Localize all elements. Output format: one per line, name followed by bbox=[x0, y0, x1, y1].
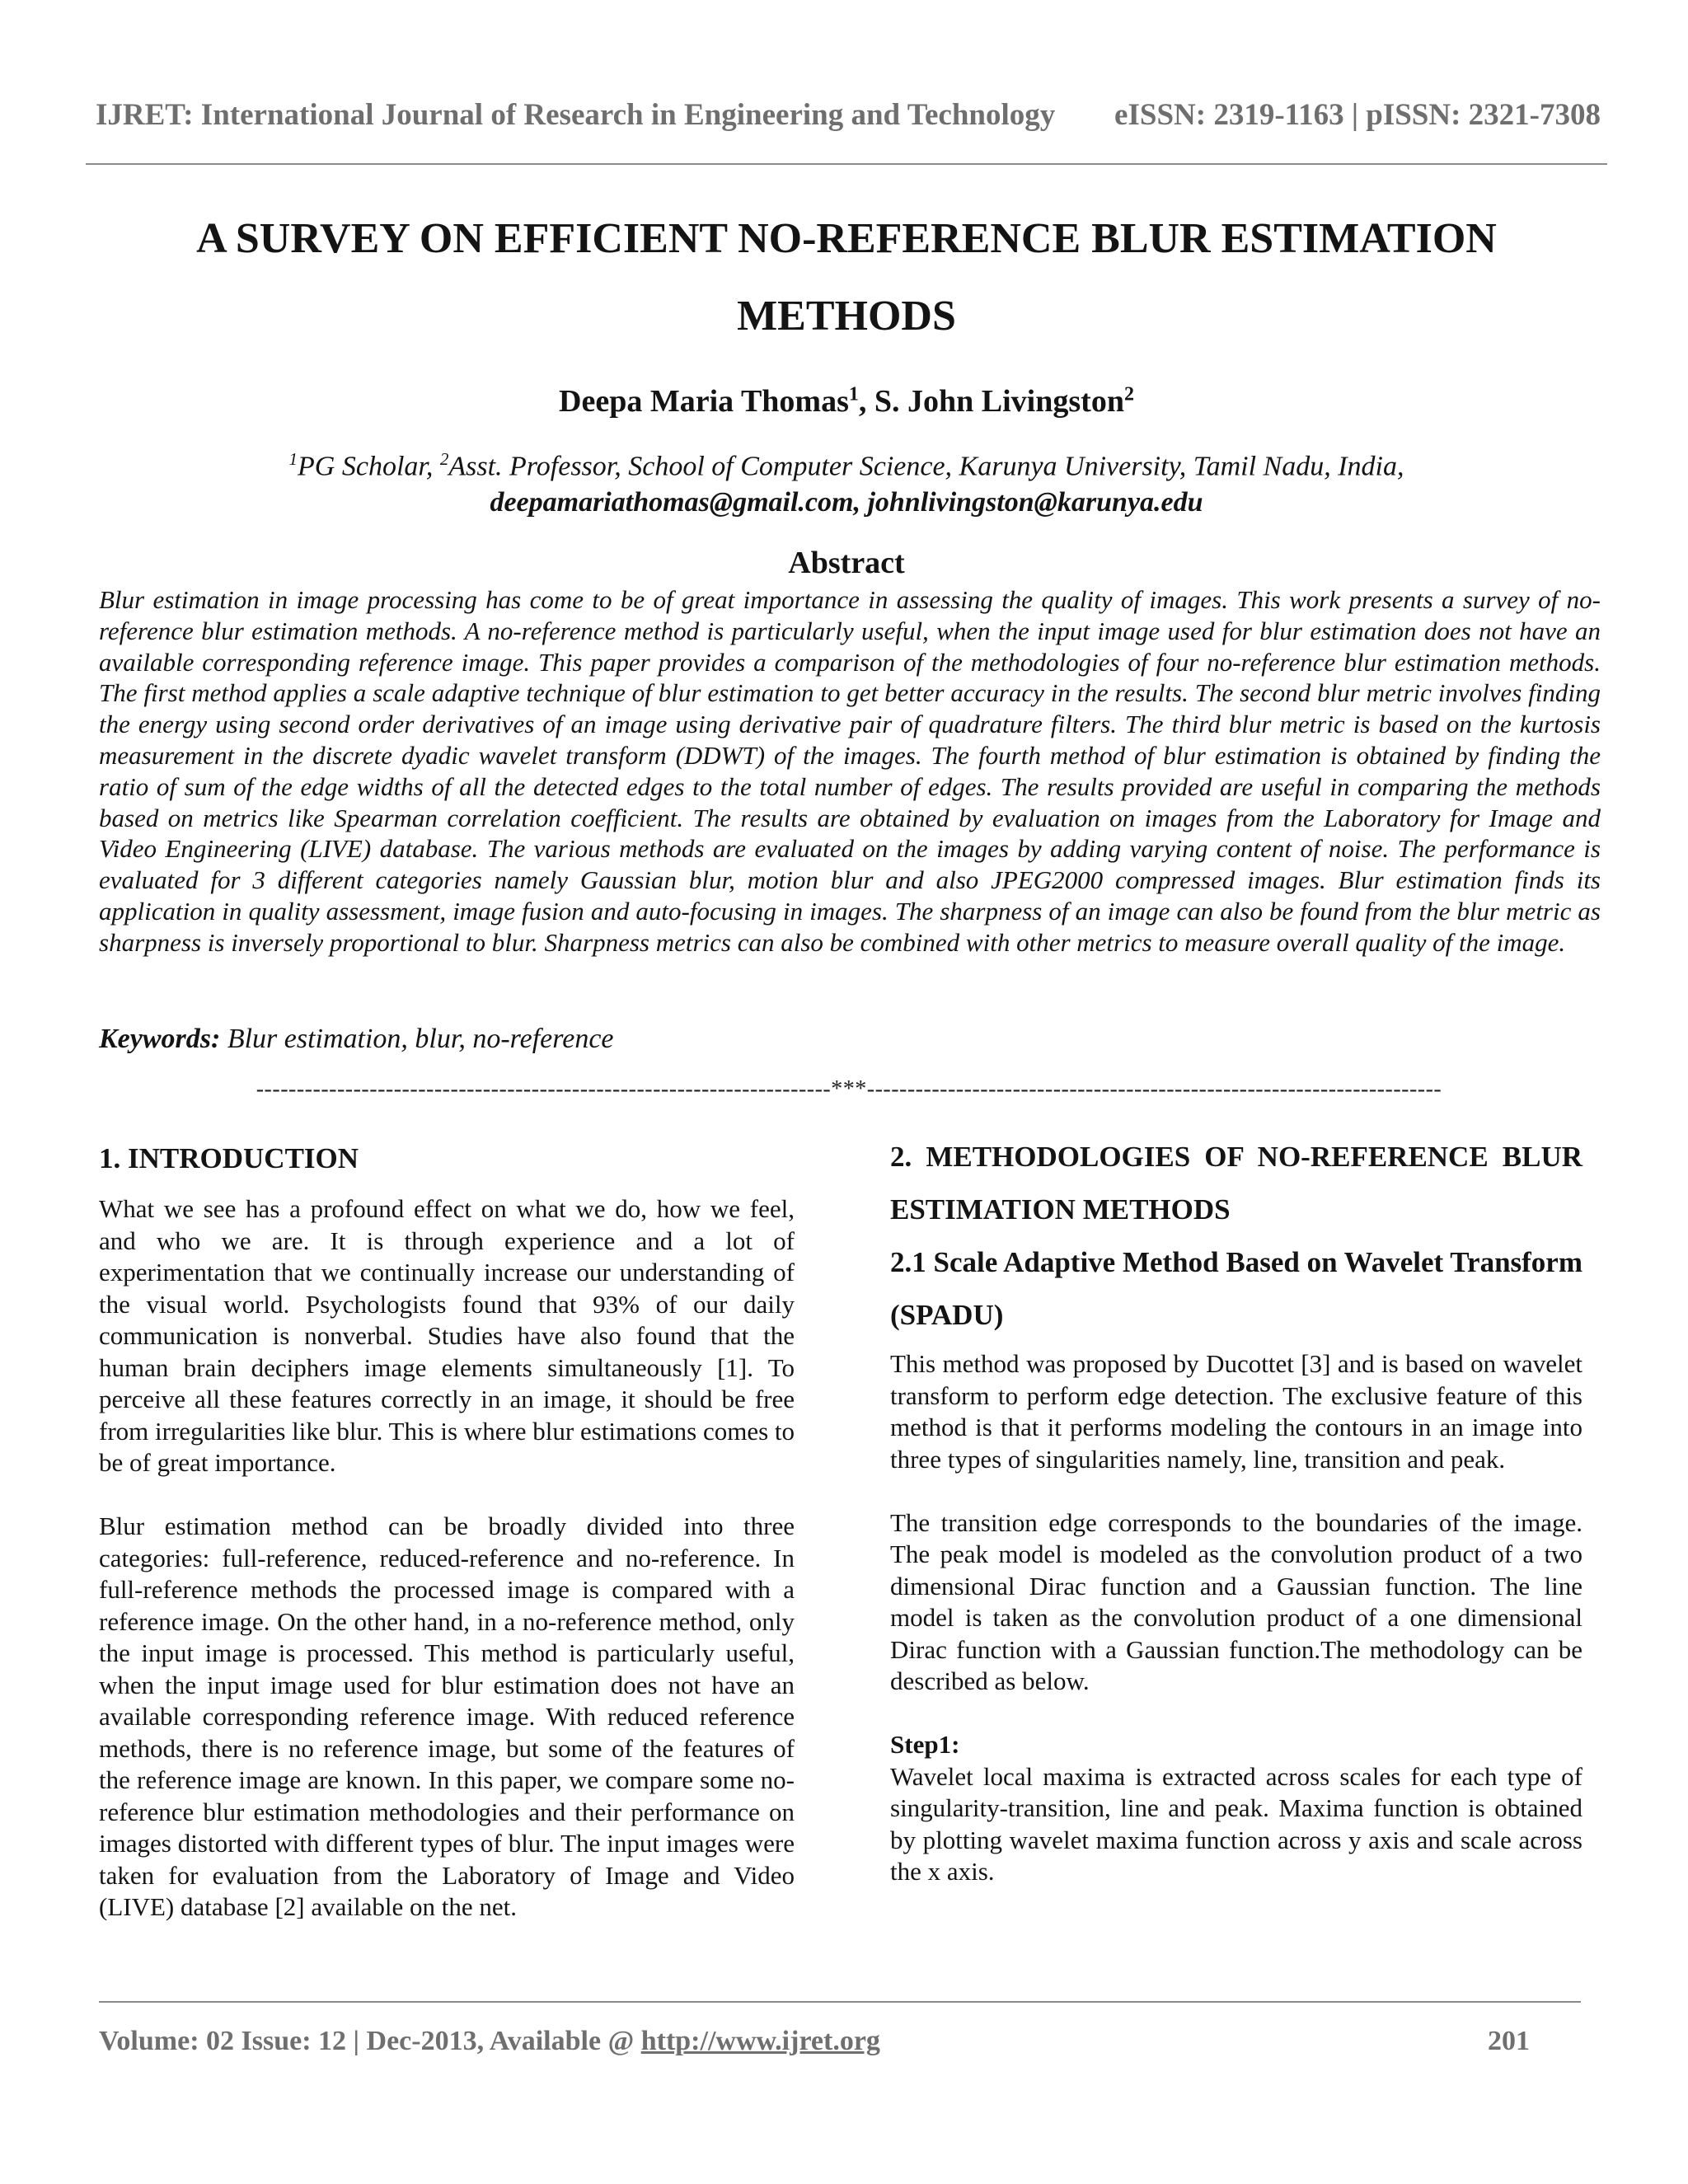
abstract-text: Blur estimation in image processing has come to be of great importance in assessing the quality of images. This work presents a survey of no-reference blur estimation methods. A no-reference method is particularly useful, when the input image used for blur estimation does not have an available corresponding reference image. This paper provides a comparison of the methodologies of four no-reference blur estimation methods. The first method applies a scale adaptive technique of blur estimation to get better accuracy in the results. The second blur metric involves finding the energy using second order derivatives of an image using derivative pair of quadrature filters. The third blur metric is based on the kurtosis measurement in the discrete dyadic wavelet transform (DDWT) of the images. The fourth method of blur estimation is obtained by finding the ratio of sum of the edge widths of all the detected edges to the total number of edges. The results provided are useful in comparing the methods based on metrics like Spearman correlation coefficient. The results are obtained by evaluation on images from the Laboratory for Image and Video Engineering (LIVE) database. The various methods are evaluated on the images by adding varying content of noise. The performance is evaluated for 3 different categories namely Gaussian blur, motion blur and also JPEG2000 compressed images. Blur estimation finds its application in quality assessment, image fusion and auto-focusing in images. The sharpness of an image can also be found from the blur metric as sharpness is inversely proportional to blur. Sharpness metrics can also be combined with other metrics to measure overall quality of the image. bbox=[99, 585, 1601, 957]
author-separator: , bbox=[858, 384, 874, 419]
author-emails: deepamariathomas@gmail.com, johnlivingston@karunya.edu bbox=[490, 487, 1203, 518]
subsection-heading: 2.1 Scale Adaptive Method Based on Wavelet Transform (SPADU) bbox=[890, 1246, 1582, 1331]
keywords bbox=[99, 1024, 614, 1055]
step-paragraph: Wavelet local maxima is extracted across scales for each type of singularity-transition, line and peak. Maxima function is obtained by plotting wavelet maxima function across y axis and scale across the x axis. bbox=[890, 1761, 1582, 1886]
running-header bbox=[96, 97, 1601, 133]
affil-mark: 1 bbox=[288, 449, 298, 469]
footer-volume bbox=[99, 2026, 880, 2057]
author-affil-mark: 1 bbox=[848, 383, 859, 405]
keywords-label: Keywords: bbox=[99, 1024, 221, 1054]
right-column bbox=[890, 1141, 1582, 1919]
paper-title: A SURVEY ON EFFICIENT NO-REFERENCE BLUR ESTIMATION METHODS bbox=[196, 215, 1497, 340]
journal-link[interactable]: http://www.ijret.org bbox=[640, 2026, 880, 2056]
header-divider bbox=[86, 163, 1607, 165]
author-list bbox=[86, 383, 1607, 419]
step-heading: Step1: bbox=[890, 1730, 960, 1759]
affiliation bbox=[86, 441, 1607, 521]
page-number: 201 bbox=[1488, 2026, 1530, 2056]
volume-info: Volume: 02 Issue: 12 | Dec-2013, Available @ bbox=[99, 2026, 641, 2056]
affil-role: Asst. Professor, School of Computer Science, Karunya University, Tamil Nadu, India, bbox=[448, 451, 1404, 482]
section-divider: -----------------------------------------------------------------------***----------------------------------------------------------------------- bbox=[256, 1076, 1442, 1102]
affil-role: PG Scholar, bbox=[298, 451, 440, 482]
journal-name: IJRET: International Journal of Research in Engineering and Technology bbox=[96, 98, 1056, 132]
keywords-text: Blur estimation, blur, no-reference bbox=[220, 1024, 614, 1054]
footer-divider bbox=[99, 2001, 1581, 2003]
affiliation-line bbox=[86, 441, 1607, 485]
left-column bbox=[99, 1141, 795, 1955]
affil-mark: 2 bbox=[439, 449, 449, 469]
author-affil-mark: 2 bbox=[1123, 383, 1134, 405]
methods-paragraph: The transition edge corresponds to the boundaries of the image. The peak model is modeled as the convolution product of a two dimensional Dirac function and a Gaussian function. The line model is taken as the convolution product of a one dimensional Dirac function with a Gaussian function.The methodology can be described as below. bbox=[890, 1507, 1582, 1695]
methods-paragraph: This method was proposed by Ducottet [3] and is based on wavelet transform to perform edge detection. The exclusive feature of this method is that it performs modeling the contours in an image into three types of singularities namely, line, transition and peak. bbox=[890, 1349, 1582, 1474]
running-footer bbox=[99, 2026, 1530, 2057]
intro-heading: 1. INTRODUCTION bbox=[99, 1142, 359, 1174]
abstract-heading: Abstract bbox=[788, 546, 905, 580]
author-name: S. John Livingston bbox=[874, 384, 1124, 419]
methods-heading: 2. METHODOLOGIES OF NO-REFERENCE BLUR ESTIMATION METHODS bbox=[890, 1141, 1582, 1226]
intro-paragraph: What we see has a profound effect on what we do, how we feel, and who we are. It is through experience and a lot of experimentation that we continually increase our understanding of the visual world. Psychologists found that 93% of our daily communication is nonverbal. Studies have also found that the human brain deciphers image elements simultaneously [1]. To perceive all these features correctly in an image, it should be free from irregularities like blur. This is where blur estimations comes to be of great importance. bbox=[99, 1194, 795, 1477]
author-name: Deepa Maria Thomas bbox=[559, 384, 849, 419]
intro-paragraph: Blur estimation method can be broadly divided into three categories: full-reference, reduced-reference and no-reference. In full-reference methods the processed image is compared with a reference image. On the other hand, in a no-reference method, only the input image is processed. This method is particularly useful, when the input image used for blur estimation does not have an available corresponding reference image. With reduced reference methods, there is no reference image, but some of the features of the reference image are known. In this paper, we compare some no-reference blur estimation methodologies and their performance on images distorted with different types of blur. The input images were taken for evaluation from the Laboratory of Image and Video (LIVE) database [2] available on the net. bbox=[99, 1511, 795, 1921]
issn-info: eISSN: 2319-1163 | pISSN: 2321-7308 bbox=[1114, 98, 1601, 132]
